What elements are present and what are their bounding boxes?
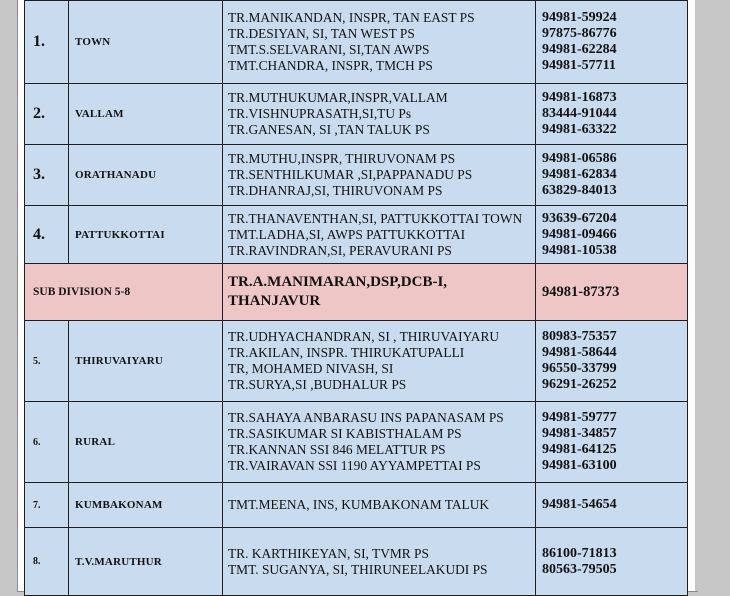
subdivision-location: THANJAVUR — [228, 293, 321, 309]
phone-cell — [536, 402, 688, 483]
phone-cell — [536, 321, 688, 402]
officer-cell — [223, 528, 536, 596]
officer-name: TMT.LADHA,SI, AWPS PATTUKKOTTAI — [228, 226, 466, 242]
officer-cell — [223, 206, 536, 264]
officer-name: TR.AKILAN, INSPR. THIRUKATUPALLI — [228, 345, 465, 360]
phone-number: 94981-09466 — [542, 226, 617, 242]
phone-number: 94981-10538 — [542, 242, 617, 258]
circle-name: RURAL — [69, 402, 223, 483]
subdivision-label: SUB DIVISION 5-8 — [25, 264, 223, 321]
officer-cell — [223, 145, 536, 206]
phone-number: 94981-06586 — [542, 151, 617, 166]
officer-name: TMT. SUGANYA, SI, THIRUNEELAKUDI PS — [228, 561, 488, 577]
officer-name: TR.DESIYAN, SI, TAN WEST PS — [228, 26, 415, 41]
phone-number: 94981-63100 — [542, 458, 617, 473]
phone-number: 80983-75357 — [542, 329, 617, 344]
officer-name: TR.SASIKUMAR SI KABISTHALAM PS — [228, 426, 462, 441]
phone-cell — [536, 1, 688, 84]
row-number: 5. — [25, 321, 69, 402]
circle-name: THIRUVAIYARU — [69, 321, 223, 402]
table-row — [25, 1, 688, 84]
phone-number: 94981-62284 — [542, 42, 617, 57]
circle-name: VALLAM — [69, 84, 223, 145]
circle-name: PATTUKKOTTAI — [69, 206, 223, 264]
officer-name: TMT.MEENA, INS, KUMBAKONAM TALUK — [228, 497, 490, 512]
officer-cell — [223, 84, 536, 145]
circle-name: TOWN — [69, 1, 223, 84]
officer-contact-table — [24, 0, 688, 596]
officer-cell — [223, 321, 536, 402]
officer-name: TR.RAVINDRAN,SI, PERAVURANI PS — [228, 242, 452, 258]
phone-cell — [536, 483, 688, 528]
officer-name: TMT.S.SELVARANI, SI,TAN AWPS — [228, 42, 430, 57]
subdivision-phone: 94981-87373 — [536, 264, 688, 321]
phone-number: 94981-34857 — [542, 426, 617, 441]
phone-cell — [536, 206, 688, 264]
officer-name: TR.VISHNUPRASATH,SI,TU Ps — [228, 106, 412, 121]
officer-name: TR.VAIRAVAN SSI 1190 AYYAMPETTAI PS — [228, 458, 481, 473]
left-margin — [0, 0, 18, 591]
circle-name: ORATHANADU — [69, 145, 223, 206]
table-row — [25, 402, 688, 483]
circle-name: KUMBAKONAM — [69, 483, 223, 528]
officer-name: TR, MOHAMED NIVASH, SI — [228, 361, 394, 376]
table-row — [25, 321, 688, 402]
phone-cell — [536, 84, 688, 145]
row-number: 1. — [25, 1, 69, 84]
phone-number: 94981-16873 — [542, 90, 617, 105]
row-number: 4. — [25, 206, 69, 264]
officer-name: TR.SURYA,SI ,BUDHALUR PS — [228, 377, 407, 392]
table-row — [25, 206, 688, 264]
phone-number: 94981-58644 — [542, 345, 617, 360]
phone-number: 63829-84013 — [542, 183, 617, 198]
subdivision-officer-cell — [223, 264, 536, 321]
table-row — [25, 483, 688, 528]
phone-cell — [536, 145, 688, 206]
right-margin — [695, 0, 730, 591]
row-number: 8. — [25, 528, 69, 596]
table-row — [25, 145, 688, 206]
phone-number: 96291-26252 — [542, 377, 617, 392]
officer-name: TR.SAHAYA ANBARASU INS PAPANASAM PS — [228, 410, 504, 425]
officer-name: TR. KARTHIKEYAN, SI, TVMR PS — [228, 545, 429, 561]
subdivision-row — [25, 264, 688, 321]
row-number: 3. — [25, 145, 69, 206]
officer-name: TR.SENTHILKUMAR ,SI,PAPPANADU PS — [228, 167, 473, 182]
phone-number: 94981-62834 — [542, 167, 617, 182]
table-row — [25, 84, 688, 145]
phone-number: 80563-79505 — [542, 561, 617, 577]
phone-number: 86100-71813 — [542, 545, 617, 561]
phone-cell — [536, 528, 688, 596]
phone-number: 94981-57711 — [542, 58, 616, 73]
phone-number: 94981-64125 — [542, 442, 617, 457]
phone-number: 94981-59924 — [542, 10, 617, 25]
phone-number: 96550-33799 — [542, 361, 617, 376]
officer-name: TR.UDHYACHANDRAN, SI , THIRUVAIYARU — [228, 329, 500, 344]
officer-name: TR.GANESAN, SI ,TAN TALUK PS — [228, 122, 430, 137]
officer-name: TR.DHANRAJ,SI, THIRUVONAM PS — [228, 183, 443, 198]
officer-name: TMT.CHANDRA, INSPR, TMCH PS — [228, 58, 433, 73]
phone-number: 83444-91044 — [542, 106, 617, 121]
phone-number: 93639-67204 — [542, 210, 617, 226]
officer-name: TR.THANAVENTHAN,SI, PATTUKKOTTAI TOWN — [228, 210, 523, 226]
row-number: 6. — [25, 402, 69, 483]
subdivision-officer: TR.A.MANIMARAN,DSP,DCB-I, — [228, 274, 448, 290]
phone-number: 97875-86776 — [542, 26, 617, 41]
phone-number: 94981-59777 — [542, 410, 617, 425]
officer-cell — [223, 1, 536, 84]
circle-name: T.V.MARUTHUR — [69, 528, 223, 596]
row-number: 7. — [25, 483, 69, 528]
row-number: 2. — [25, 84, 69, 145]
phone-number: 94981-63322 — [542, 122, 617, 137]
officer-name: TR.KANNAN SSI 846 MELATTUR PS — [228, 442, 446, 457]
table-row — [25, 528, 688, 596]
officer-cell — [223, 402, 536, 483]
phone-number: 94981-54654 — [542, 497, 617, 512]
officer-name: TR.MANIKANDAN, INSPR, TAN EAST PS — [228, 10, 475, 25]
officer-name: TR.MUTHU,INSPR, THIRUVONAM PS — [228, 151, 456, 166]
officer-name: TR.MUTHUKUMAR,INSPR,VALLAM — [228, 90, 448, 105]
officer-cell — [223, 483, 536, 528]
